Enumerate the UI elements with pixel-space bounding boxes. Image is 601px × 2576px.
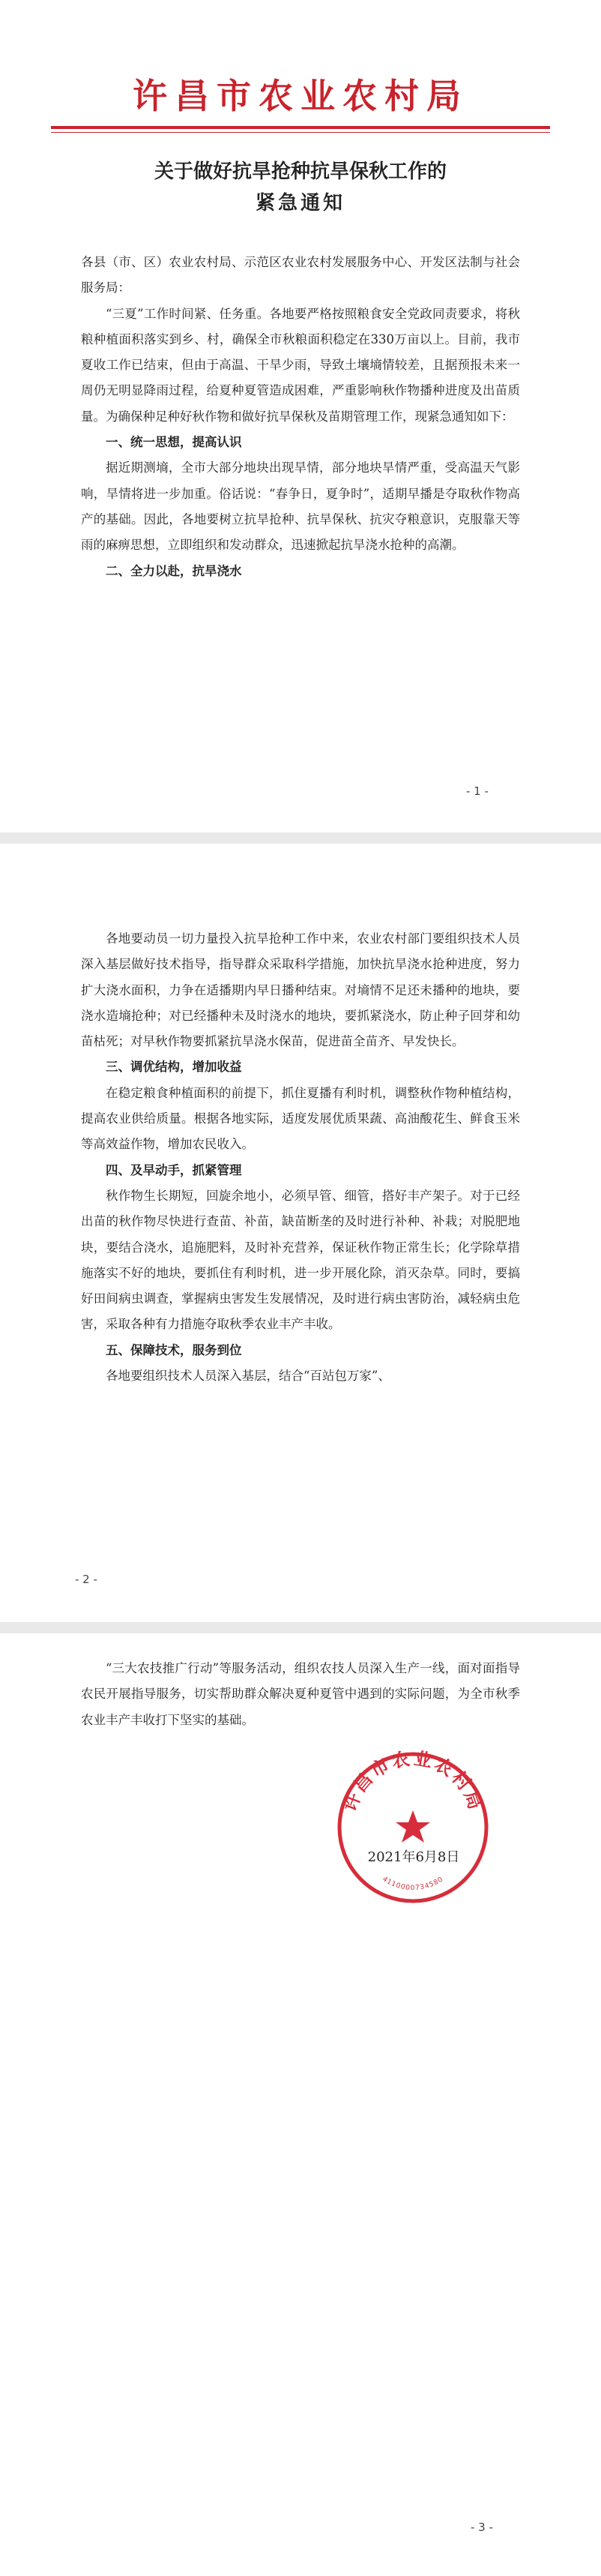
section-1-paragraph: 据近期测墒，全市大部分地块出现旱情，部分地块旱情严重，受高温天气影响，旱情将进一步加重。俗话说：“春争日，夏争时”，适期早播是夺取秋作物高产的基础。因此，各地要树立抗旱抢种、抗旱保秋、抗灾夺粮意识，克服靠天等雨的麻痹思想，立即组织和发动群众，迅速掀起抗旱浇水抢种的高潮。 <box>81 460 520 553</box>
section-heading-1: 一、统一思想，提高认识 <box>106 435 242 450</box>
section-heading-3: 三、调优结构，增加收益 <box>106 1060 242 1075</box>
page-2-body <box>81 926 520 1389</box>
seal-code: 4110000734580 <box>381 1875 445 1893</box>
document-date: 2021年6月8日 <box>367 1849 460 1865</box>
section-5-paragraph-start: 各地要组织技术人员深入基层，结合“百站包万家”、 <box>106 1369 390 1384</box>
section-2-paragraph: 各地要动员一切力量投入抗旱抢种工作中来，农业农村部门要组织技术人员深入基层做好技术指导，指导群众采取科学措施，加快抗旱浇水抢种进度，努力扩大浇水面积，力争在适播期内早日播种结束。对墒情不足还未播种的地块，要浇水造墒抢种；对已经播种未及时浇水的地块，要抓紧浇水，防止种子回芽和幼苗枯死；对早秋作物要抓紧抗旱浇水保苗，促进苗全苗齐、早发快长。 <box>81 931 520 1049</box>
letterhead-org-name: 许昌市农业农村局 <box>133 76 468 116</box>
page-number: - 2 - <box>75 1573 97 1586</box>
page-number: - 1 - <box>466 784 489 798</box>
letterhead-rule-thick <box>51 126 550 129</box>
page-2 <box>0 844 601 1622</box>
page-1 <box>0 0 601 832</box>
intro-paragraph: “三夏”工作时间紧、任务重。各地要严格按照粮食安全党政同责要求，将秋粮种植面积落实到乡、村，确保全市秋粮面积稳定在330万亩以上。目前，我市夏收工作已结束，但由于高温、干旱少雨，导致土壤墒情较差，且据预报未来一周仍无明显降雨过程，给夏种夏管造成困难，严重影响秋作物播种进度及出苗质量。为确保种足种好秋作物和做好抗旱保秋及苗期管理工作，现紧急通知如下： <box>81 306 520 424</box>
document-title-line-1: 关于做好抗旱抢种抗旱保秋工作的 <box>154 160 447 183</box>
section-3-paragraph: 在稳定粮食种植面积的前提下，抓住夏播有利时机，调整秋作物种植结构，提高农业供给质量。根据各地实际，适度发展优质果蔬、高油酸花生、鲜食玉米等高效益作物，增加农民收入。 <box>81 1085 520 1152</box>
addressee: 各县（市、区）农业农村局、示范区农业农村发展服务中心、开发区法制与社会服务局： <box>81 255 520 295</box>
page-3-body <box>81 1656 520 1733</box>
section-5-paragraph-continued: “三大农技推广行动”等服务活动，组织农技人员深入生产一线，面对面指导农民开展指导服务，切实帮助群众解决夏种夏管中遇到的实际问题，为全市秋季农业丰产丰收打下坚实的基础。 <box>81 1661 520 1727</box>
page-number: - 3 - <box>471 2521 493 2534</box>
document-title-line-2: 紧急通知 <box>255 192 345 214</box>
letterhead-rule-thin <box>51 132 550 133</box>
seal-star-icon <box>396 1810 430 1843</box>
section-heading-5: 五、保障技术，服务到位 <box>106 1342 242 1357</box>
official-seal <box>330 1744 496 1911</box>
page-3 <box>0 1633 601 2576</box>
section-heading-2: 二、全力以赴，抗旱浇水 <box>106 563 242 578</box>
section-heading-4: 四、及早动手，抓紧管理 <box>106 1162 242 1177</box>
section-4-paragraph: 秋作物生长期短，回旋余地小，必须早管、细管，搭好丰产架子。对于已经出苗的秋作物尽快进行查苗、补苗，缺苗断垄的及时进行补种、补栽；对脱肥地块，要结合浇水，追施肥料，及时补充营养，保证秋作物正常生长；化学除草措施落实不好的地块，要抓住有利时机，进一步开展化除，消灭杂草。同时，要搞好田间病虫调查，掌握病虫害发生发展情况，及时进行病虫害防治，减轻病虫危害，采取各种有力措施夺取秋季农业丰产丰收。 <box>81 1188 520 1332</box>
page-1-body <box>81 250 520 584</box>
seal-text: 许昌市农业农村局 <box>339 1747 487 1815</box>
